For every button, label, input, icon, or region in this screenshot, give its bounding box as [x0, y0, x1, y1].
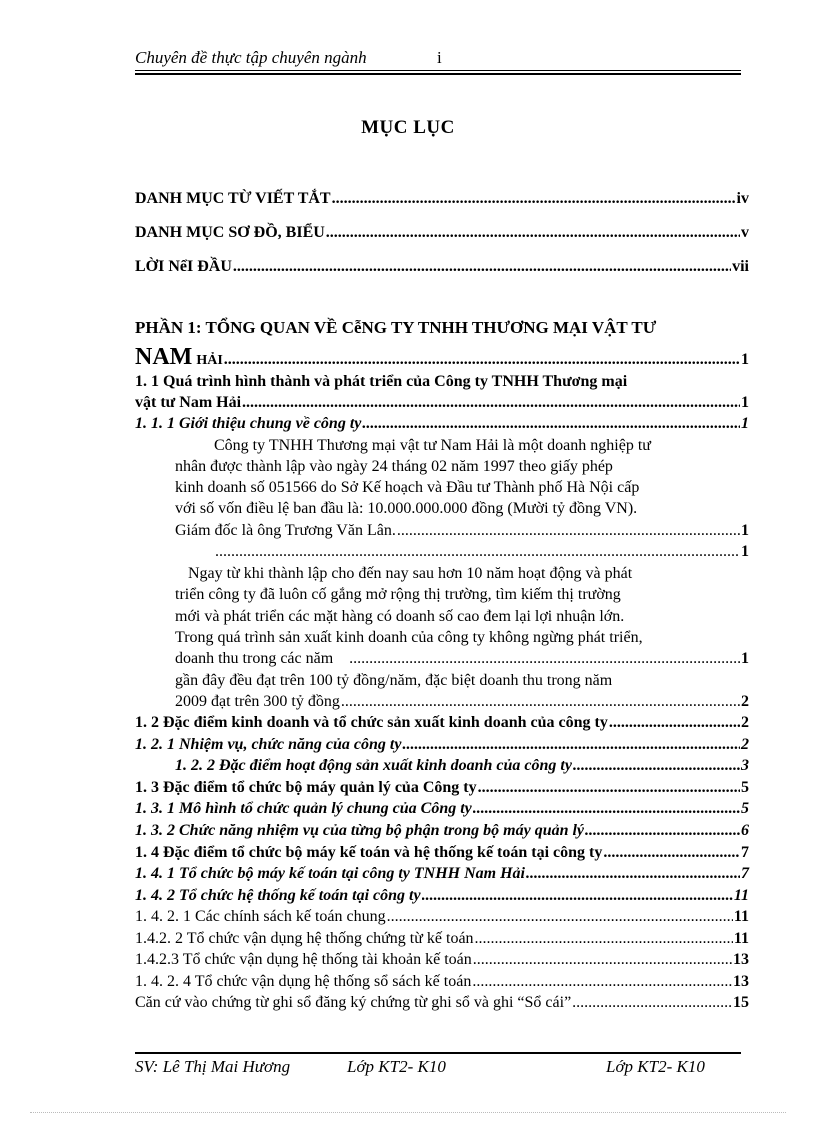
dot-leader — [397, 521, 740, 541]
toc-entry-page: 3 — [741, 757, 749, 774]
para1-line: kinh doanh số 051566 do Sở Kế hoạch và Đầu tư Thành phố Hà Nội cấp — [175, 479, 640, 496]
dot-leader — [585, 821, 740, 841]
toc-entry-ledger[interactable] — [135, 993, 749, 1013]
toc-entry-1-2-2[interactable] — [175, 756, 749, 776]
dot-leader — [362, 414, 740, 434]
header-rule — [135, 70, 741, 71]
dot-leader — [475, 929, 733, 949]
toc-entry-1-2-1[interactable] — [135, 735, 749, 755]
footer-class: Lớp KT2- K10 — [347, 1057, 446, 1076]
toc-entry-1-2[interactable] — [135, 713, 749, 733]
toc-entry-1-4-1[interactable] — [135, 864, 749, 884]
toc-entry-label: 1. 2 Đặc điểm kinh doanh và tổ chức sản xuất kinh doanh của công ty — [135, 714, 608, 731]
toc-entry-para2[interactable] — [175, 649, 749, 669]
toc-entry-page: 1 — [741, 351, 749, 368]
toc-entry-page: 5 — [741, 779, 749, 796]
dot-leader — [472, 972, 732, 992]
dot-leader — [603, 843, 740, 863]
toc-entry-label: 1.4.2. 2 Tổ chức vận dụng hệ thống chứng từ kế toán — [135, 930, 474, 947]
dot-leader — [478, 778, 740, 798]
toc-entry-blank[interactable] — [214, 542, 749, 562]
toc-entry-page: 1 — [741, 415, 749, 432]
page-title: MỤC LỤC — [361, 117, 455, 138]
footer-class-right: Lớp KT2- K10 — [606, 1057, 705, 1076]
footer-rule — [135, 1052, 741, 1054]
toc-entry-page: 11 — [733, 908, 749, 925]
toc-entry-page: 2 — [741, 714, 749, 731]
toc-entry-page: 13 — [733, 973, 749, 990]
toc-entry-label: 1. 4. 2. 1 Các chính sách kế toán chung — [135, 908, 386, 925]
toc-entry-page: 1 — [741, 394, 749, 411]
toc-entry-page: 2 — [741, 693, 749, 710]
sec-1-1-line1[interactable]: 1. 1 Quá trình hình thành và phát triển của Công ty TNHH Thương mại — [135, 373, 628, 390]
dot-leader — [609, 713, 740, 733]
toc-entry-label: 1. 4 Đặc điểm tổ chức bộ máy kế toán và hệ thống kế toán tại công ty — [135, 844, 603, 861]
part1-name-small: HẢI — [196, 353, 223, 368]
toc-entry-part1[interactable] — [135, 344, 749, 374]
dot-leader — [402, 735, 740, 755]
footer-student: SV: Lê Thị Mai Hương — [135, 1057, 291, 1076]
para2-line: triển công ty đã luôn cố gắng mở rộng thị trường, tìm kiếm thị trường — [175, 586, 621, 603]
toc-entry-label: LỜI NểI ĐẦU — [135, 258, 232, 275]
toc-entry-label: 1. 2. 1 Nhiệm vụ, chức năng của công ty — [135, 736, 402, 753]
dot-leader — [422, 886, 733, 906]
toc-entry-page: 2 — [741, 736, 749, 753]
page-header — [135, 48, 741, 72]
toc-entry-1-1[interactable] — [135, 393, 749, 413]
dot-leader — [224, 347, 740, 373]
toc-entry-1-4-2[interactable] — [135, 886, 749, 906]
toc-entry-page: vii — [732, 258, 749, 275]
toc-entry-para1[interactable] — [175, 521, 749, 541]
toc-entry-label: 1. 1. 1 Giới thiệu chung về công ty — [135, 415, 362, 432]
toc-entry-label: DANH MỤC SƠ ĐỒ, BIỂU — [135, 224, 325, 241]
toc-entry-label: 1. 2. 2 Đặc điểm hoạt động sản xuất kinh doanh của công ty — [175, 757, 572, 774]
toc-entry-page: 1 — [741, 543, 749, 560]
dot-leader — [326, 223, 740, 243]
toc-entry-page: 11 — [733, 887, 749, 904]
toc-entry-para2-cont[interactable] — [175, 692, 749, 712]
dot-leader — [473, 950, 732, 970]
toc-entry-label: 1.4.2.3 Tổ chức vận dụng hệ thống tài khoản kế toán — [135, 951, 472, 968]
toc-entry-label: 1. 4. 2 Tổ chức hệ thống kế toán tại công ty — [135, 887, 421, 904]
header-rule-thick — [135, 73, 741, 75]
para2-line: Ngay từ khi thành lập cho đến nay sau hơn 10 năm hoạt động và phát — [188, 565, 633, 582]
part1-name-big: NAM — [135, 344, 193, 370]
dot-leader — [341, 692, 740, 712]
dot-leader — [387, 907, 733, 927]
toc-entry-page: 5 — [741, 800, 749, 817]
para2-line: mới và phát triển các mặt hàng có doanh số cao đem lại lợi nhuận lớn. — [175, 608, 625, 625]
toc-entry-page: 7 — [741, 844, 749, 861]
toc-entry-1-4-2-4[interactable] — [135, 972, 749, 992]
para2-line: Trong quá trình sản xuất kinh doanh của công ty không ngừng phát triển, — [175, 629, 643, 646]
toc-entry-label: 1. 3. 2 Chức năng nhiệm vụ của từng bộ phận trong bộ máy quản lý — [135, 822, 585, 839]
toc-entry-page: 1 — [741, 650, 749, 667]
dot-leader — [349, 649, 740, 669]
part1-heading-line1[interactable]: PHẦN 1: TỔNG QUAN VỀ CễNG TY TNHH THƯƠNG MẠI VẬT TƯ — [135, 318, 657, 337]
toc-entry-page: 15 — [733, 994, 749, 1011]
toc-entry-page: 11 — [733, 930, 749, 947]
toc-entry-1-4-2-2[interactable] — [135, 929, 749, 949]
toc-entry-label: Giám đốc là ông Trương Văn Lân. — [175, 522, 396, 539]
dot-leader — [573, 756, 740, 776]
para1-line: với số vốn điều lệ ban đầu là: 10.000.000.000 đồng (Mười tỷ đồng VN). — [175, 500, 638, 517]
toc-entry-page: 7 — [741, 865, 749, 882]
para2-cont-line: gần đây đều đạt trên 100 tỷ đồng/năm, đặc biệt doanh thu trong năm — [175, 672, 613, 689]
toc-entry-label — [135, 344, 223, 374]
toc-entry-1-3[interactable] — [135, 778, 749, 798]
dot-leader — [215, 542, 740, 562]
toc-entry-label: doanh thu trong các năm — [175, 650, 334, 667]
dot-leader — [332, 189, 736, 209]
header-page-number: i — [437, 48, 442, 67]
toc-entry-page: 6 — [741, 822, 749, 839]
dot-leader — [572, 993, 732, 1013]
toc-entry-abbreviations[interactable] — [135, 189, 749, 209]
dot-leader — [242, 393, 740, 413]
page-edge — [30, 1112, 786, 1113]
toc-entry-page: v — [741, 224, 749, 241]
header-title: Chuyên đề thực tập chuyên ngành — [135, 48, 367, 67]
toc-entry-1-1-1[interactable] — [135, 414, 749, 434]
toc-entry-1-4-2-1[interactable] — [135, 907, 749, 927]
dot-leader — [473, 799, 740, 819]
toc-entry-label: 1. 3. 1 Mô hình tổ chức quản lý chung của Công ty — [135, 800, 472, 817]
toc-entry-1-3-2[interactable] — [135, 821, 749, 841]
toc-entry-page: 1 — [741, 522, 749, 539]
para1-line: Công ty TNHH Thương mại vật tư Nam Hải là một doanh nghiệp tư — [214, 437, 651, 454]
toc-entry-label: 1. 4. 2. 4 Tổ chức vận dụng hệ thống sổ sách kế toán — [135, 973, 472, 990]
toc-entry-1-4[interactable] — [135, 843, 749, 863]
toc-entry-label: 2009 đạt trên 300 tỷ đồng — [175, 693, 340, 710]
para1-line: nhân được thành lập vào ngày 24 tháng 02 năm 1997 theo giấy phép — [175, 458, 613, 475]
toc-entry-preface[interactable] — [135, 257, 749, 277]
toc-entry-label: Căn cứ vào chứng từ ghi sổ đăng ký chứng từ ghi sổ và ghi “Sổ cái” — [135, 994, 572, 1011]
toc-entry-1-3-1[interactable] — [135, 799, 749, 819]
dot-leader — [526, 864, 740, 884]
toc-entry-page: iv — [736, 190, 749, 207]
toc-entry-label: 1. 3 Đặc điểm tổ chức bộ máy quản lý của Công ty — [135, 779, 477, 796]
toc-entry-label: vật tư Nam Hải — [135, 394, 242, 411]
toc-entry-label: 1. 4. 1 Tổ chức bộ máy kế toán tại công ty TNHH Nam Hải — [135, 865, 525, 882]
toc-entry-page: 13 — [733, 951, 749, 968]
dot-leader — [233, 257, 731, 277]
toc-entry-label: DANH MỤC TỪ VIẾT TẮT — [135, 190, 331, 207]
toc-entry-1-4-2-3[interactable] — [135, 950, 749, 970]
toc-entry-diagrams[interactable] — [135, 223, 749, 243]
